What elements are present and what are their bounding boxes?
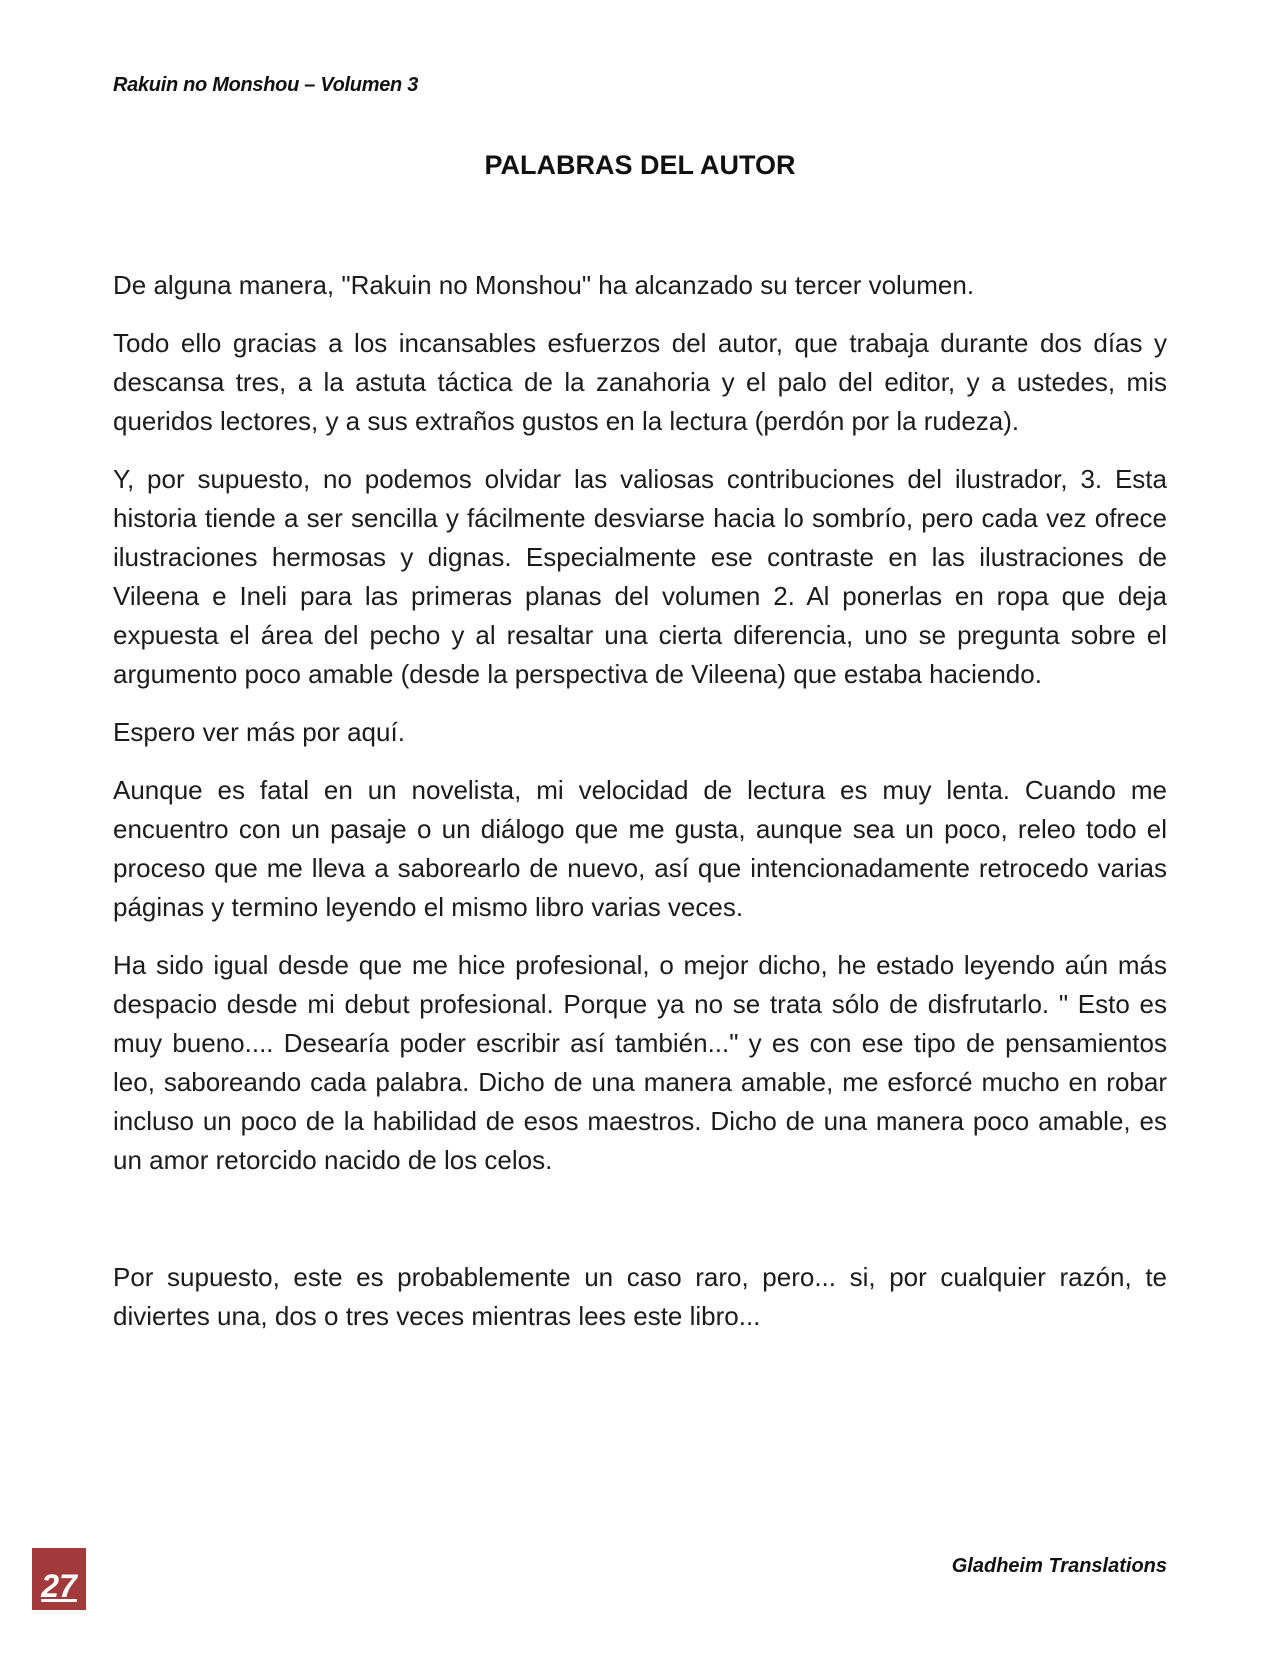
paragraph-1: De alguna manera, "Rakuin no Monshou" ha alcanzado su tercer volumen. (113, 270, 975, 300)
paragraph-4: Espero ver más por aquí. (113, 717, 405, 747)
body-text (113, 266, 1167, 1355)
paragraph-3: Y, por supuesto, no podemos olvidar las valiosas contribuciones del ilustrador, 3. Esta historia tiende a ser sencilla y fácilmente desviarse hacia lo sombrío, pero cada vez ofrece ilustraciones hermosas y dignas. Especialmente ese contraste en las ilustraciones de Vileena e Ineli para las primeras planas del volumen 2. Al ponerlas en ropa que deja expuesta el área del pecho y al resaltar una cierta diferencia, uno se pregunta sobre el argumento poco amable (desde la perspectiva de Vileena) que estaba haciendo. (113, 464, 1167, 689)
paragraph-5: Aunque es fatal en un novelista, mi velocidad de lectura es muy lenta. Cuando me encuentro con un pasaje o un diálogo que me gusta, aunque sea un poco, releo todo el proceso que me lleva a saborearlo de nuevo, así que intencionadamente retrocedo varias páginas y termino leyendo el mismo libro varias veces. (113, 775, 1167, 922)
paragraph-6: Ha sido igual desde que me hice profesional, o mejor dicho, he estado leyendo aún más despacio desde mi debut profesional. Porque ya no se trata sólo de disfrutarlo. " Esto es muy bueno.... Desearía poder escribir así también..." y es con ese tipo de pensamientos leo, saboreando cada palabra. Dicho de una manera amable, me esforcé mucho en robar incluso un poco de la habilidad de esos maestros. Dicho de una manera poco amable, es un amor retorcido nacido de los celos. (113, 950, 1167, 1175)
running-header: Rakuin no Monshou – Volumen 3 (113, 74, 419, 96)
chapter-title: PALABRAS DEL AUTOR (484, 150, 796, 180)
page-number: 27 (41, 1568, 77, 1604)
paragraph-7: Por supuesto, este es probablemente un caso raro, pero... si, por cualquier razón, te diviertes una, dos o tres veces mientras lees este libro... (113, 1262, 1167, 1331)
paragraph-2: Todo ello gracias a los incansables esfuerzos del autor, que trabaja durante dos días y descansa tres, a la astuta táctica de la zanahoria y el palo del editor, y a ustedes, mis queridos lectores, y a sus extraños gustos en la lectura (perdón por la rudeza). (113, 328, 1167, 436)
footer-credit: Gladheim Translations (951, 1555, 1167, 1577)
